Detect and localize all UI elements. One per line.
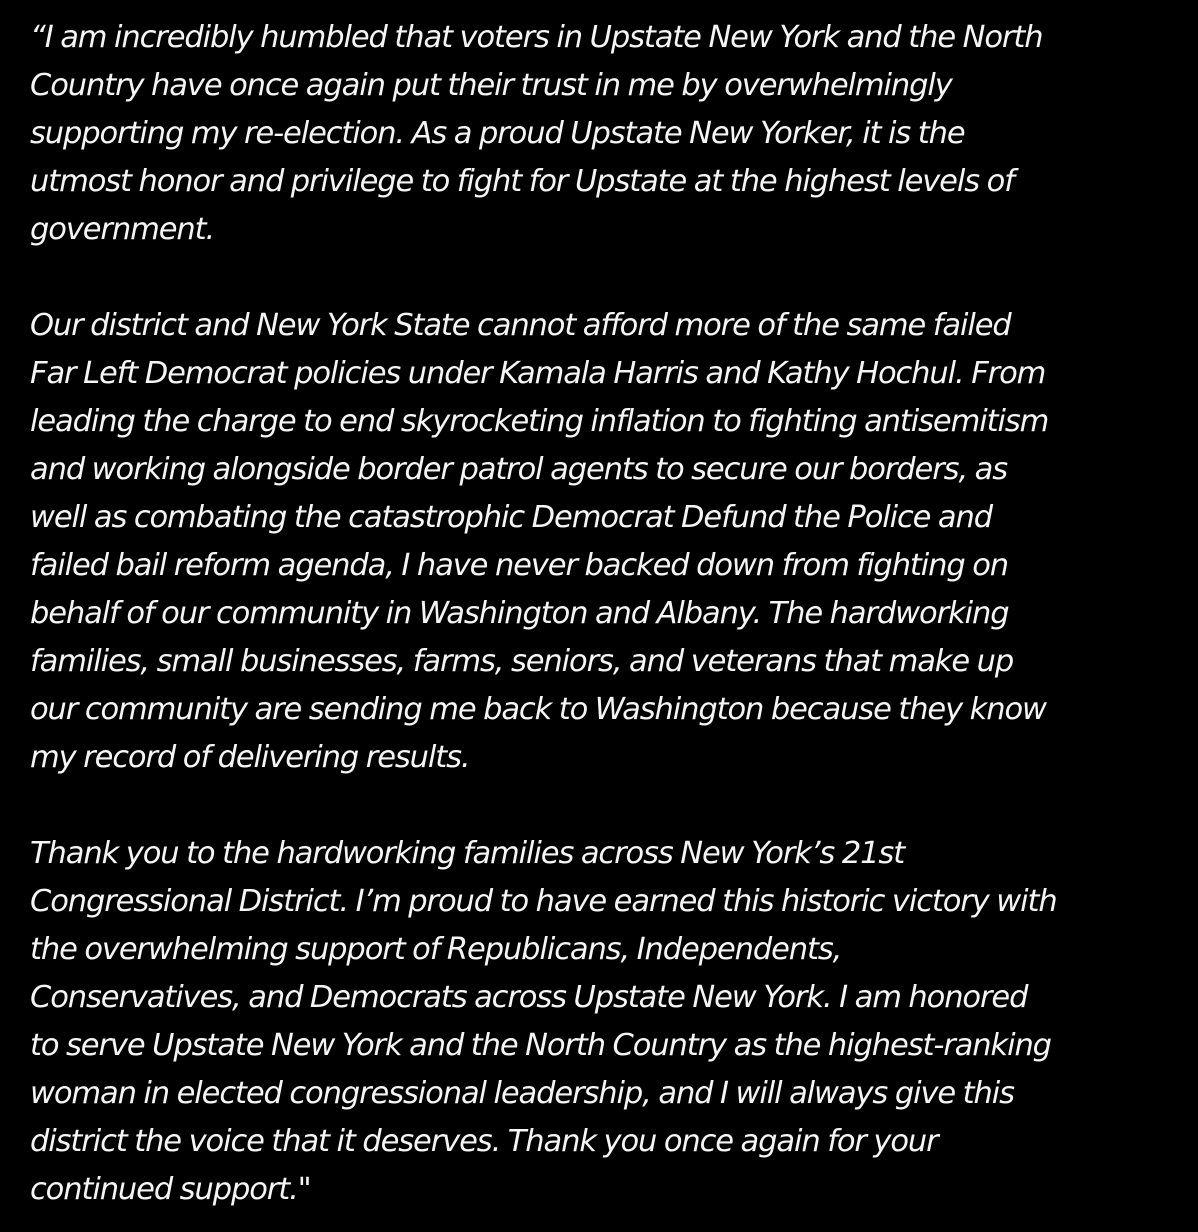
statement-paragraph-1: “I am incredibly humbled that voters in Upstate New York and the North Country have once again put their trust in me by overwhelmingly supporting my re-election. As a proud Upstate New Yorker, it is the utmost honor and privilege to fight for Upstate at the highest levels of government. (30, 20, 1043, 247)
statement-paragraph-2: Our district and New York State cannot afford more of the same failed Far Left Democrat policies under Kamala Harris and Kathy Hochul. From leading the charge to end skyrocketing inflation to fighting antisemitism and working alongside border patrol agents to secure our borders, as well as combating the catastrophic Democrat Defund the Police and failed bail reform agenda, I have never backed down from fighting on behalf of our community in Washington and Albany. The hardworking families, small businesses, farms, seniors, and veterans that make up our community are sending me back to Washington because they know my record of delivering results. (30, 308, 1049, 775)
statement-text (30, 14, 1180, 1214)
statement-paragraph-3: Thank you to the hardworking families across New York’s 21st Congressional District. I’m proud to have earned this historic victory with the overwhelming support of Republicans, Independents, Conservatives, and Democrats across Upstate New York. I am honored to serve Upstate New York and the North Country as the highest-ranking woman in elected congressional leadership, and I will always give this district the voice that it deserves. Thank you once again for your continued support." (30, 836, 1057, 1207)
